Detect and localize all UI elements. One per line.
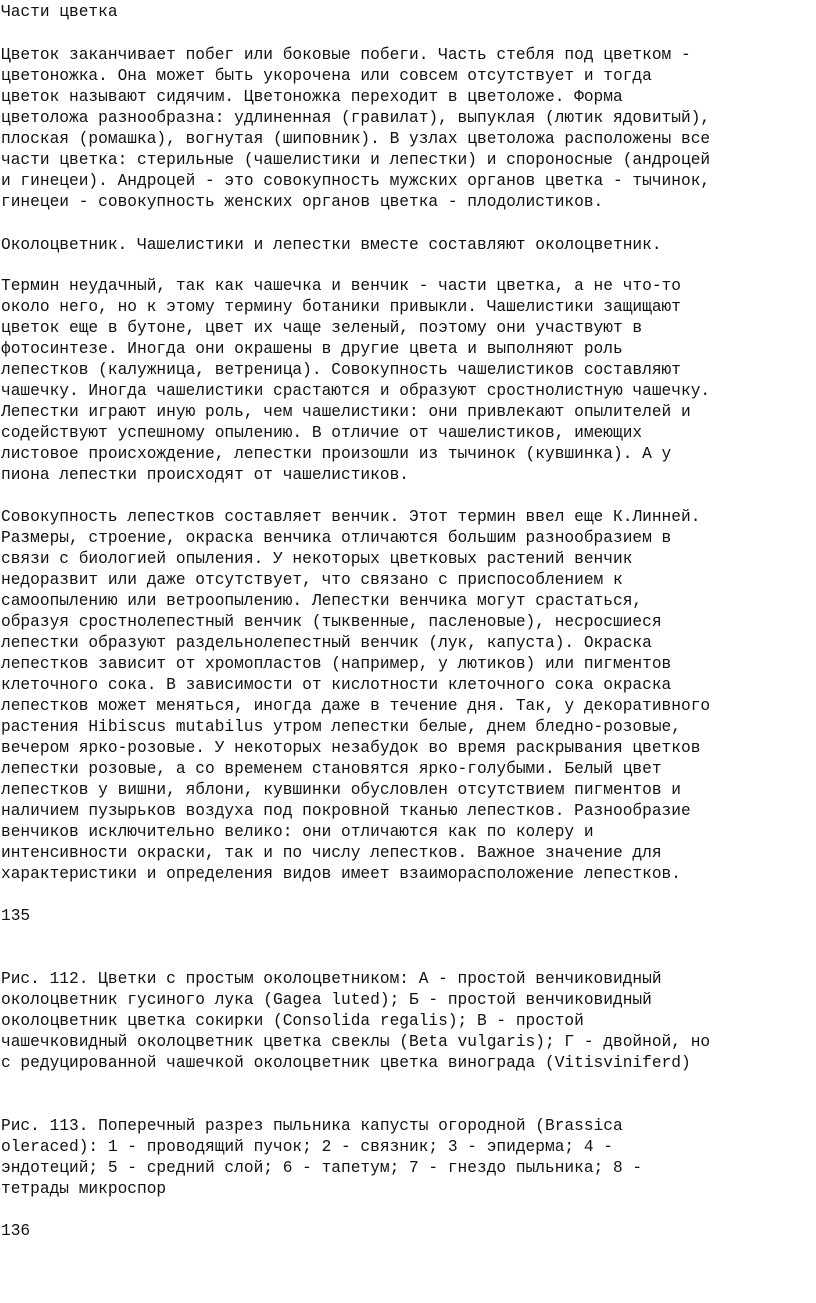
paragraph-line: характеристики и определения видов имеет взаиморасположение лепестков. [1, 865, 681, 883]
paragraph-line: и гинецеи). Андроцей - это совокупность мужских органов цветка - тычинок, [1, 172, 711, 190]
paragraph-line: лепестки розовые, а со временем становятся ярко-голубыми. Белый цвет [1, 760, 662, 778]
page-number: 135 [1, 907, 31, 925]
figure-caption-line: тетрады микроспор [1, 1180, 167, 1198]
paragraph-line: лепестки образуют раздельнолепестный венчик (лук, капуста). Окраска [1, 634, 652, 652]
figure-caption-line: околоцветник гусиного лука (Gagea luted); Б - простой венчиковидный [1, 991, 652, 1009]
figure-caption-line: околоцветник цветка сокирки (Consolida regalis); В - простой [1, 1012, 584, 1030]
paragraph-line: лепестков (калужница, ветреница). Совокупность чашелистиков составляют [1, 361, 681, 379]
paragraph-line: связи с биологией опыления. У некоторых цветковых растений венчик [1, 550, 633, 568]
paragraph-line: самоопылению или ветроопылению. Лепестки венчика могут срастаться, [1, 592, 643, 610]
figure-caption-line: oleraced): 1 - проводящий пучок; 2 - связник; 3 - эпидерма; 4 - [1, 1138, 613, 1156]
paragraph-line: недоразвит или даже отсутствует, что связано с приспособлением к [1, 571, 623, 589]
paragraph-line: около него, но к этому термину ботаники привыкли. Чашелистики защищают [1, 298, 681, 316]
paragraph-line: Совокупность лепестков составляет венчик. Этот термин ввел еще К.Линней. [1, 508, 701, 526]
figure-caption-line: Рис. 112. Цветки с простым околоцветником: А - простой венчиковидный [1, 970, 662, 988]
paragraph-line: Лепестки играют иную роль, чем чашелистики: они привлекают опылителей и [1, 403, 691, 421]
paragraph-line: гинецеи - совокупность женских органов цветка - плодолистиков. [1, 193, 604, 211]
paragraph-line: клеточного сока. В зависимости от кислотности клеточного сока окраска [1, 676, 672, 694]
paragraph-line: Цветок заканчивает побег или боковые побеги. Часть стебля под цветком - [1, 46, 691, 64]
paragraph-line: лепестков у вишни, яблони, кувшинки обусловлен отсутствием пигментов и [1, 781, 681, 799]
paragraph-line: вечером ярко-розовые. У некоторых незабудок во время раскрывания цветков [1, 739, 701, 757]
paragraph-line: Околоцветник. Чашелистики и лепестки вместе составляют околоцветник. [1, 236, 662, 254]
page-number: 136 [1, 1222, 31, 1240]
figure-caption-line: с редуцированной чашечкой околоцветник цветка винограда (Vitisviniferd) [1, 1054, 691, 1072]
figure-caption-line: чашечковидный околоцветник цветка свеклы (Beta vulgaris); Г - двойной, но [1, 1033, 711, 1051]
paragraph-line: содействуют успешному опылению. В отличие от чашелистиков, имеющих [1, 424, 643, 442]
paragraph-line: фотосинтезе. Иногда они окрашены в другие цвета и выполняют роль [1, 340, 623, 358]
paragraph-line: Размеры, строение, окраска венчика отличаются большим разнообразием в [1, 529, 672, 547]
paragraph-line: листовое происхождение, лепестки произошли из тычинок (кувшинка). А у [1, 445, 672, 463]
paragraph-line: части цветка: стерильные (чашелистики и лепестки) и спороносные (андроцей [1, 151, 711, 169]
paragraph-line: венчиков исключительно велико: они отличаются как по колеру и [1, 823, 594, 841]
paragraph-line: Термин неудачный, так как чашечка и венчик - части цветка, а не что-то [1, 277, 681, 295]
paragraph-line: цветок называют сидячим. Цветоножка переходит в цветоложе. Форма [1, 88, 623, 106]
paragraph-line: цветоножка. Она может быть укорочена или совсем отсутствует и тогда [1, 67, 652, 85]
paragraph-line: лепестков может меняться, иногда даже в течение дня. Так, у декоративного [1, 697, 711, 715]
paragraph-line: образуя сростнолепестный венчик (тыквенные, пасленовые), несросшиеся [1, 613, 662, 631]
figure-caption-line: Рис. 113. Поперечный разрез пыльника капусты огородной (Brassica [1, 1117, 623, 1135]
paragraph-line: цветоложа разнообразна: удлиненная (гравилат), выпуклая (лютик ядовитый), [1, 109, 711, 127]
paragraph-line: плоская (ромашка), вогнутая (шиповник). В узлах цветоложа расположены все [1, 130, 711, 148]
figure-caption-line: эндотеций; 5 - средний слой; 6 - тапетум; 7 - гнездо пыльника; 8 - [1, 1159, 643, 1177]
paragraph-line: интенсивности окраски, так и по числу лепестков. Важное значение для [1, 844, 662, 862]
paragraph-line: наличием пузырьков воздуха под покровной тканью лепестков. Разнообразие [1, 802, 691, 820]
section-title: Части цветка [1, 3, 118, 21]
paragraph-line: растения Hibiscus mutabilus утром лепестки белые, днем бледно-розовые, [1, 718, 681, 736]
paragraph-line: цветок еще в бутоне, цвет их чаще зеленый, поэтому они участвуют в [1, 319, 643, 337]
paragraph-line: лепестков зависит от хромопластов (например, у лютиков) или пигментов [1, 655, 672, 673]
paragraph-line: пиона лепестки происходят от чашелистиков. [1, 466, 409, 484]
paragraph-line: чашечку. Иногда чашелистики срастаются и образуют сростнолистную чашечку. [1, 382, 711, 400]
